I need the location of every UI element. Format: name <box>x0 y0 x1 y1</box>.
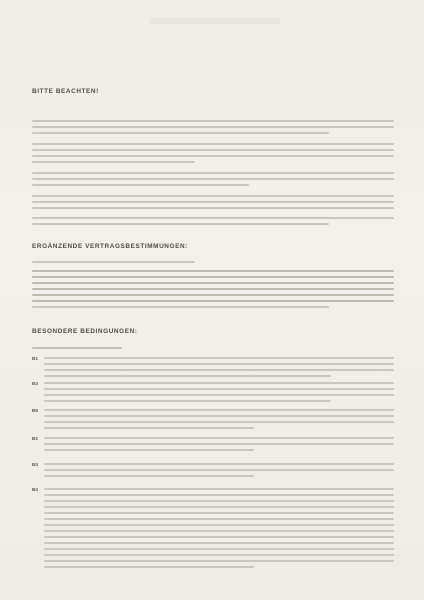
paragraph-1 <box>32 120 394 138</box>
clause-2 <box>32 382 394 410</box>
heading-special: BESONDERE BEDINGUNGEN: <box>32 328 138 335</box>
clause-1 <box>32 357 394 385</box>
paragraph-3 <box>32 172 394 190</box>
clause-code: B4 <box>32 487 38 492</box>
clause-6 <box>32 488 394 568</box>
heading-notice: BITTE BEACHTEN! <box>32 88 99 95</box>
paragraph-5 <box>32 217 394 229</box>
paragraph-4 <box>32 195 394 213</box>
faint-header-strip <box>150 18 280 24</box>
clause-code: B5 <box>32 408 38 413</box>
clause-5 <box>32 463 394 491</box>
special-intro-line <box>32 347 122 349</box>
paragraph-6 <box>32 261 394 267</box>
heading-supplementary: ERGÄNZENDE VERTRAGSBESTIMMUNGEN: <box>32 243 188 250</box>
clause-code: B1 <box>32 356 38 361</box>
clause-4 <box>32 437 394 465</box>
clause-3 <box>32 409 394 437</box>
clause-code: B3 <box>32 381 38 386</box>
paragraph-7 <box>32 270 394 312</box>
clause-code: B2 <box>32 436 38 441</box>
clause-code: B3 <box>32 462 38 467</box>
paragraph-2 <box>32 143 394 167</box>
